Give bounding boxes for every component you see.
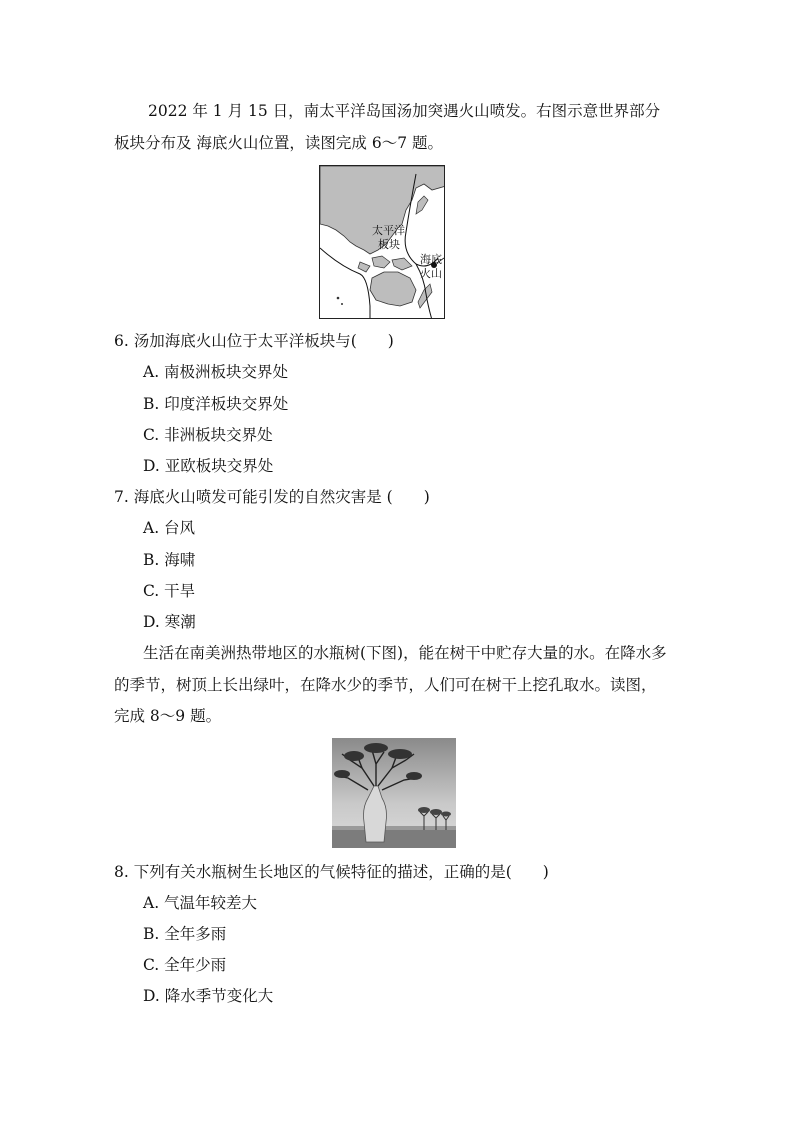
- q7-option-a: A. 台风: [143, 519, 196, 537]
- intro1-line1: 2022 年 1 月 15 日，南太平洋岛国汤加突遇火山喷发。右图示意世界部分: [148, 102, 661, 120]
- volcano-label-1: 海底: [420, 253, 442, 266]
- q6-option-d: D. 亚欧板块交界处: [143, 457, 274, 475]
- q6-option-c: C. 非洲板块交界处: [143, 426, 273, 444]
- q7-stem: 7. 海底火山喷发可能引发的自然灾害是 ( ): [114, 488, 430, 506]
- pacific-plate-label-2: 板块: [378, 238, 400, 251]
- intro1-line2: 板块分布及 海底火山位置，读图完成 6～7 题。: [114, 134, 444, 152]
- plate-map-figure: [319, 165, 445, 319]
- intro2-line2: 的季节，树顶上长出绿叶，在降水少的季节，人们可在树干上挖孔取水。读图，: [114, 676, 657, 694]
- q8-option-d: D. 降水季节变化大: [143, 987, 274, 1005]
- bottle-tree-photo: [332, 738, 456, 848]
- q6-stem: 6. 汤加海底火山位于太平洋板块与( ): [114, 332, 394, 350]
- q8-option-a: A. 气温年较差大: [143, 894, 258, 912]
- q7-option-c: C. 干旱: [143, 582, 196, 600]
- q8-option-c: C. 全年少雨: [143, 956, 227, 974]
- intro2-line3: 完成 8～9 题。: [114, 707, 222, 725]
- q6-option-a: A. 南极洲板块交界处: [143, 363, 289, 381]
- q6-option-b: B. 印度洋板块交界处: [143, 395, 289, 413]
- intro2-line1: 生活在南美洲热带地区的水瓶树(下图)，能在树干中贮存大量的水。在降水多: [143, 644, 667, 662]
- q8-option-b: B. 全年多雨: [143, 925, 227, 943]
- volcano-label-2: 火山: [420, 267, 442, 280]
- pacific-plate-label-1: 太平洋: [372, 224, 405, 237]
- q7-option-b: B. 海啸: [143, 551, 196, 569]
- bottle-tree-drawing: [332, 738, 456, 848]
- q7-option-d: D. 寒潮: [143, 613, 196, 631]
- q8-stem: 8. 下列有关水瓶树生长地区的气候特征的描述，正确的是( ): [114, 863, 549, 881]
